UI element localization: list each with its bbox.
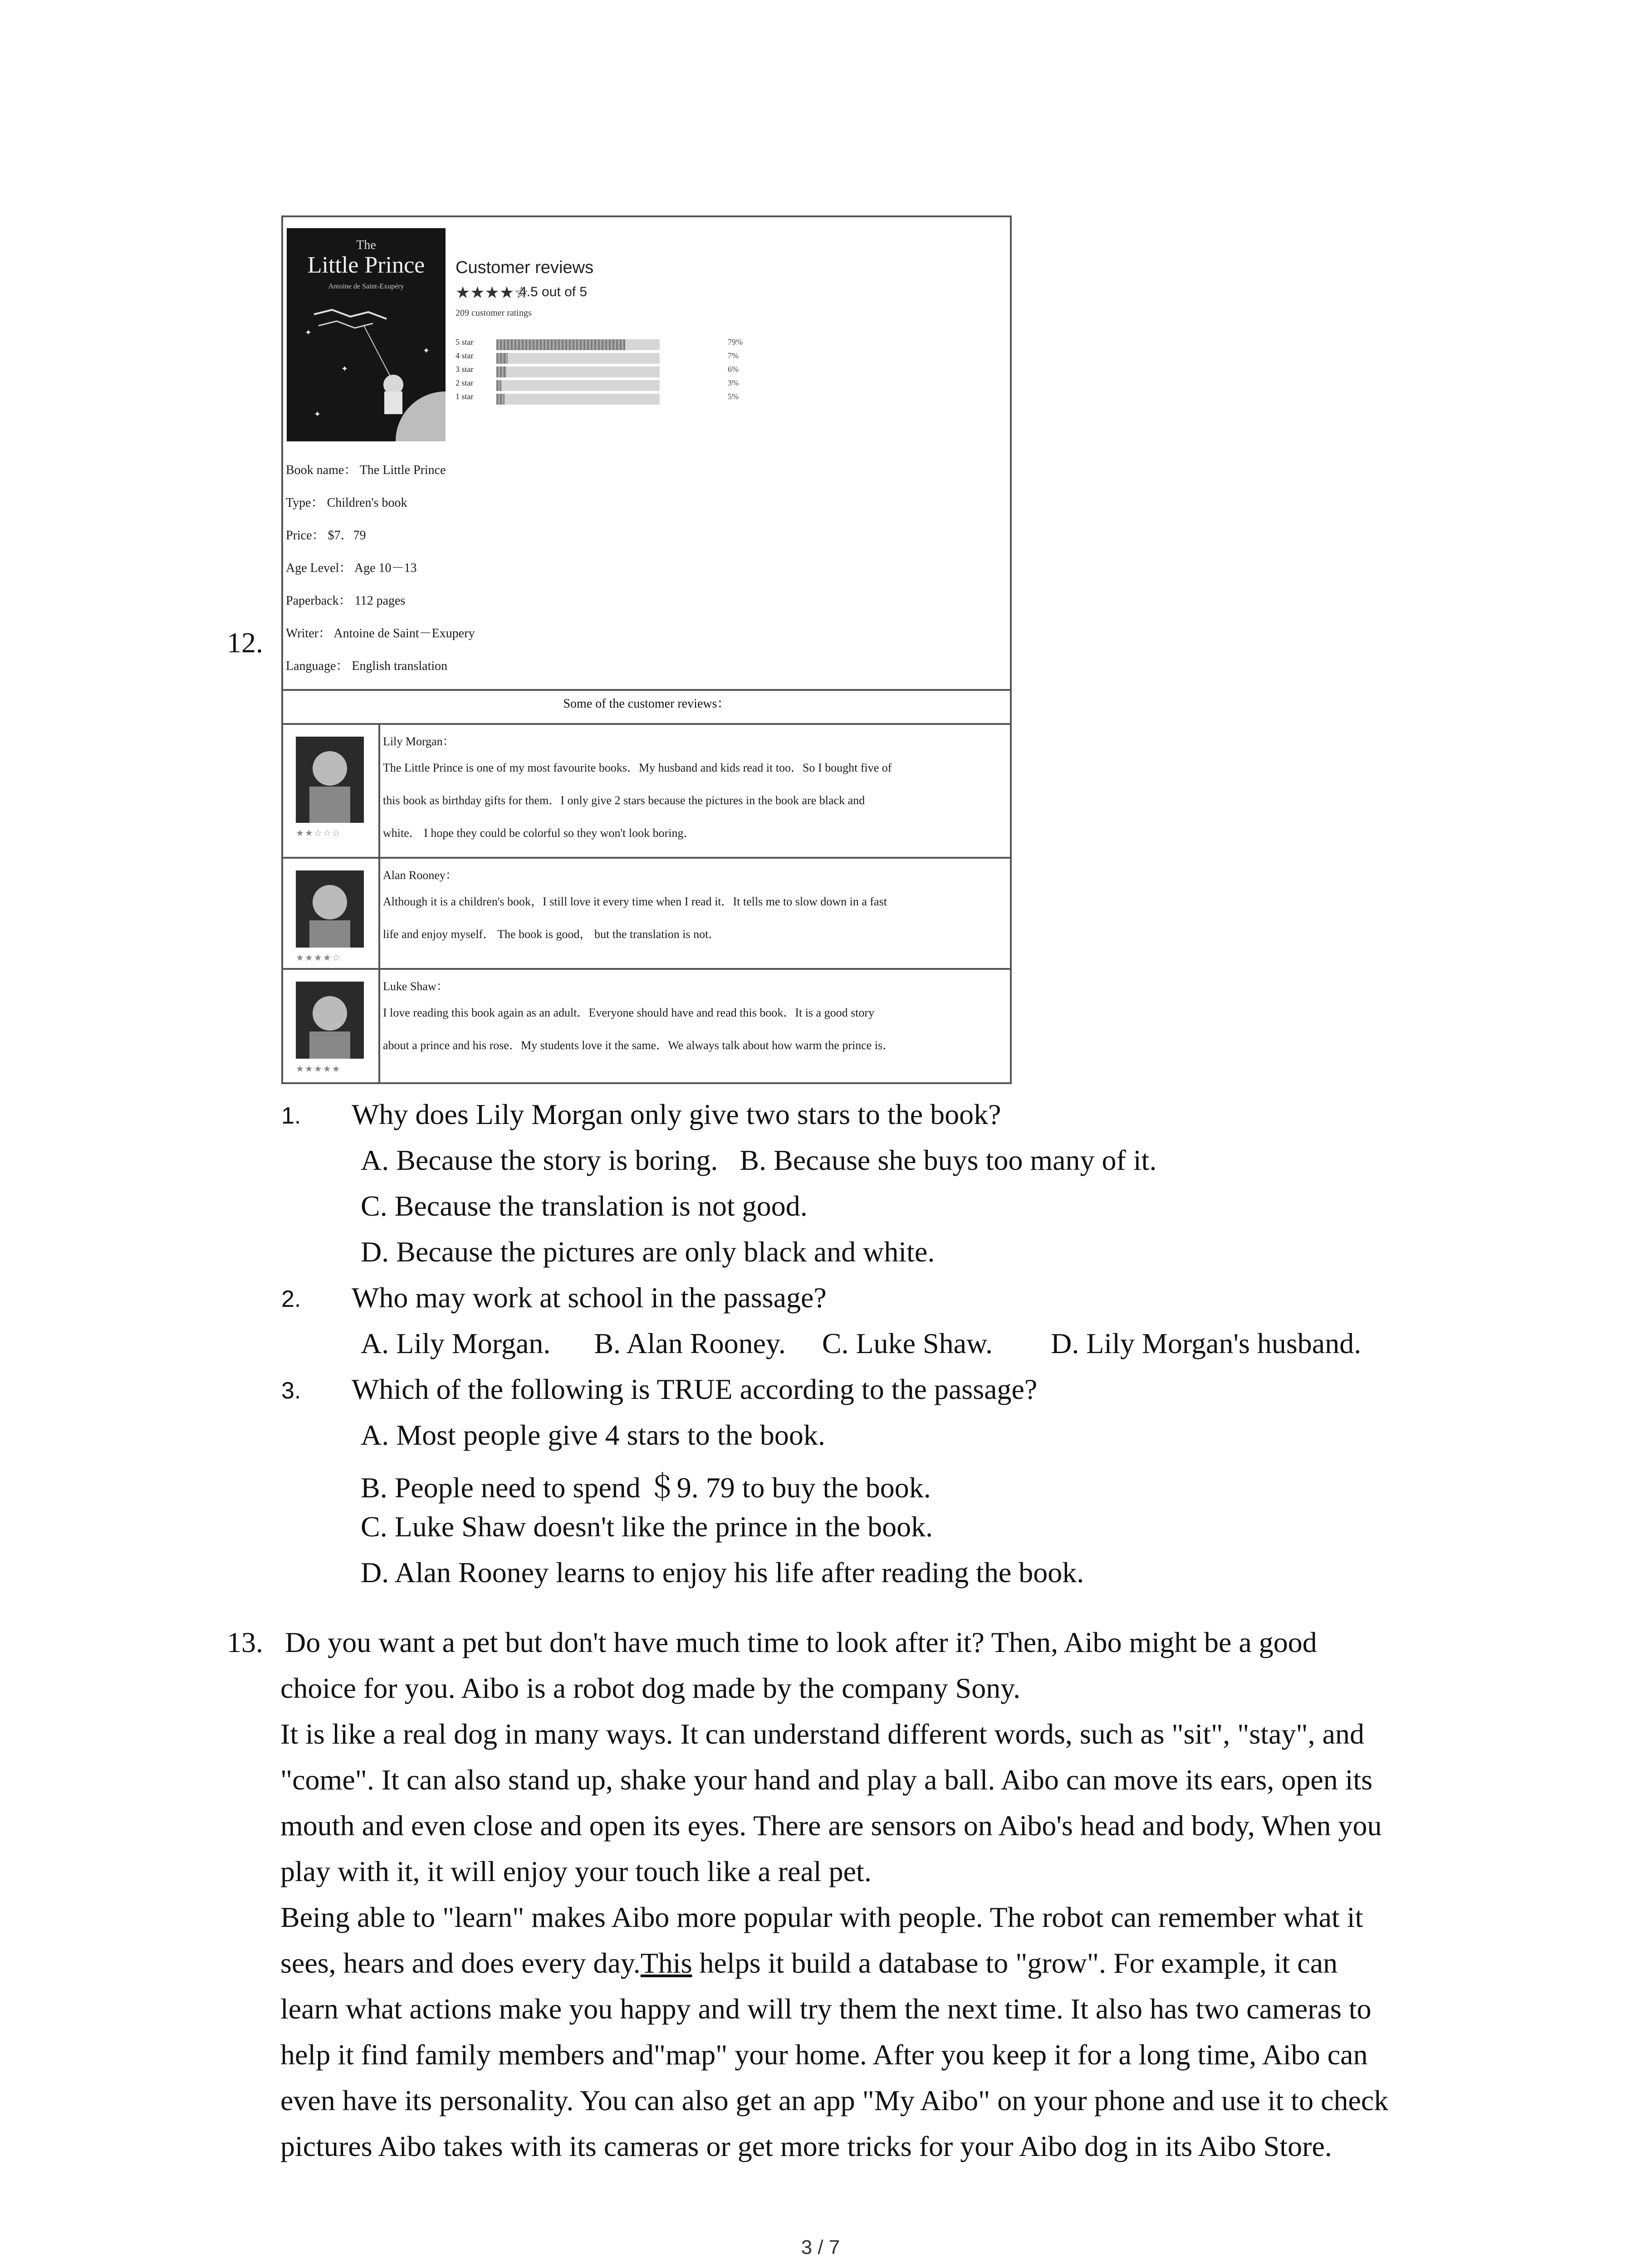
underlined-word: This	[640, 1947, 692, 1979]
divider	[283, 857, 1010, 859]
reviewer-name: Luke Shaw：	[383, 980, 448, 993]
rating-bar-label: 3 star	[456, 365, 474, 374]
book-info-value: $7．79	[328, 528, 366, 543]
rating-bar-percent: 6%	[728, 365, 739, 374]
rating-bar-label: 4 star	[456, 351, 474, 360]
reviewer-star-rating: ★★★★★	[296, 1064, 341, 1074]
answer-option[interactable]: A. Because the story is boring. B. Because she buys too many of it.	[361, 1144, 1157, 1176]
rating-bar-track	[496, 353, 660, 364]
spacer	[325, 528, 328, 543]
cover-illustration	[287, 228, 446, 441]
book-info-key: Writer：	[286, 626, 331, 640]
spacer	[324, 496, 327, 510]
question-stem: Who may work at school in the passage?	[352, 1281, 827, 1314]
passage-first-line: Do you want a pet but don't have much time to look after it? Then, Aibo might be a good	[285, 1626, 1317, 1658]
book-info-row	[286, 656, 447, 674]
cover-title-line2: Little Prince	[307, 252, 425, 278]
reviewer-avatar	[296, 737, 364, 823]
rating-count: 209 customer ratings	[456, 308, 532, 318]
spacer	[352, 594, 355, 608]
passage-line: help it find family members and"map" your home. After you keep it for a long time, Aibo can	[280, 2038, 1368, 2071]
review-text-line: white． I hope they could be colorful so they won't look boring．	[383, 826, 696, 840]
rating-bar-row	[456, 351, 887, 365]
reviews-section-title: Some of the customer reviews：	[563, 697, 730, 711]
book-info-value: Age 10－13	[354, 561, 417, 575]
passage-line: play with it, it will enjoy your touch like a real pet.	[280, 1855, 872, 1887]
cover-star-decoration: ✦	[305, 328, 312, 337]
divider	[283, 723, 1010, 725]
book-info-row	[286, 591, 405, 609]
rating-bar-track	[496, 394, 660, 405]
question-13-number: 13.	[227, 1626, 263, 1658]
rating-bar-track	[496, 339, 660, 350]
rating-bar-fill	[496, 339, 625, 350]
divider	[283, 689, 1010, 691]
rating-bar-percent: 79%	[728, 337, 743, 347]
rating-bar-row	[456, 365, 887, 378]
book-info-key: Book name：	[286, 463, 357, 477]
rating-bar-fill	[496, 353, 508, 364]
answer-option[interactable]: D. Because the pictures are only black and white.	[361, 1236, 935, 1268]
answer-option[interactable]: A. Most people give 4 stars to the book.	[361, 1419, 825, 1451]
rating-bar-row	[456, 378, 887, 392]
passage-line: mouth and even close and open its eyes. There are sensors on Aibo's head and body, When you	[280, 1809, 1382, 1842]
divider	[283, 968, 1010, 970]
passage-line: "come". It can also stand up, shake your hand and play a ball. Aibo can move its ears, open its	[280, 1764, 1373, 1796]
book-review-figure	[281, 215, 1012, 1084]
answer-option[interactable]: B. People need to spend ＄9. 79 to buy the book.	[361, 1471, 931, 1504]
question-number: 3.	[281, 1378, 301, 1404]
book-info-key: Type：	[286, 496, 324, 510]
book-info-value: 112 pages	[354, 594, 406, 608]
cover-star-decoration: ✦	[423, 346, 430, 355]
passage-line: choice for you. Aibo is a robot dog made by the company Sony.	[280, 1672, 1021, 1704]
passage-line	[280, 1940, 1337, 1986]
cover-title-line1: The	[356, 238, 376, 252]
review-text-line: life and enjoy myself． The book is good， but the translation is not．	[383, 928, 720, 941]
rating-bar-percent: 3%	[728, 378, 739, 387]
reviewer-avatar	[296, 982, 364, 1059]
book-info-row	[286, 623, 475, 641]
passage-line: pictures Aibo takes with its cameras or get more tricks for your Aibo dog in its Aibo Store.	[280, 2130, 1332, 2162]
rating-bar-percent: 5%	[728, 392, 739, 401]
review-text-line: I love reading this book again as an adult．Everyone should have and read this book．It is a good story	[383, 1006, 875, 1019]
book-info-value: Children's book	[327, 496, 407, 510]
book-info-value: Antoine de Saint－Exupery	[333, 626, 475, 640]
rating-bar-label: 1 star	[456, 392, 474, 401]
question-stem: Why does Lily Morgan only give two stars to the book?	[352, 1098, 1001, 1130]
reviewer-name: Lily Morgan：	[383, 735, 455, 748]
answer-option[interactable]: D. Alan Rooney learns to enjoy his life after reading the book.	[361, 1556, 1084, 1589]
review-text-line: The Little Prince is one of my most favourite books．My husband and kids read it too．So I bought five of	[383, 761, 892, 774]
book-info-key: Price：	[286, 528, 325, 543]
review-text-line: about a prince and his rose．My students love it the same．We always talk about how warm the prince is．	[383, 1039, 895, 1052]
question-number: 2.	[281, 1286, 301, 1312]
cover-star-decoration: ✦	[341, 364, 348, 373]
customer-reviews-heading: Customer reviews	[456, 258, 594, 277]
passage-line: even have its personality. You can also get an app "My Aibo" on your phone and use it to check	[280, 2084, 1389, 2116]
cover-star-decoration: ✦	[314, 410, 321, 419]
divider	[378, 723, 380, 1084]
answer-option[interactable]: A. Lily Morgan. B. Alan Rooney. C. Luke Shaw. D. Lily Morgan's husband.	[361, 1327, 1362, 1359]
rating-bar-track	[496, 380, 660, 391]
question-stem: Which of the following is TRUE according to the passage?	[352, 1373, 1038, 1405]
review-text-line: this book as birthday gifts for them．I only give 2 stars because the pictures in the book are black and	[383, 794, 865, 807]
book-info-row	[286, 493, 407, 511]
book-cover-image	[287, 228, 446, 441]
answer-option[interactable]: C. Luke Shaw doesn't like the prince in the book.	[361, 1510, 933, 1543]
rating-bar-percent: 7%	[728, 351, 739, 360]
passage-text: helps it build a database to "grow". For example, it can	[692, 1947, 1338, 1979]
reviewer-star-rating: ★★★★☆	[296, 953, 341, 963]
rating-bar-fill	[496, 367, 506, 377]
question-12-number: 12.	[227, 626, 263, 659]
book-info-key: Paperback：	[286, 594, 352, 608]
rating-bar-label: 2 star	[456, 378, 474, 387]
rating-bar-fill	[496, 380, 501, 391]
rating-bar-row	[456, 337, 887, 351]
review-text-line: Although it is a children's book，I still love it every time when I read it．It tells me to slow down in a fast	[383, 895, 887, 908]
book-info-value: English translation	[352, 659, 448, 673]
rating-stars: ★★★★☆	[456, 284, 529, 302]
page-number: 3 / 7	[801, 2236, 840, 2258]
rating-bar-track	[496, 367, 660, 377]
passage-line: learn what actions make you happy and will try them the next time. It also has two cameras to	[280, 1993, 1372, 2025]
passage-line: It is like a real dog in many ways. It can understand different words, such as "sit", "stay", and	[280, 1718, 1364, 1750]
rating-text: 4.5 out of 5	[519, 284, 588, 299]
book-info-key: Age Level：	[286, 561, 352, 575]
cover-author: Antoine de Saint-Exupéry	[328, 283, 404, 290]
reviewer-avatar	[296, 870, 364, 948]
rating-bar-fill	[496, 394, 505, 405]
passage-text: sees, hears and does every day.	[280, 1947, 641, 1979]
rating-bar-row	[456, 392, 887, 406]
book-info-row	[286, 460, 446, 478]
passage-line: Being able to "learn" makes Aibo more popular with people. The robot can remember what it	[280, 1901, 1363, 1933]
rating-bar-label: 5 star	[456, 337, 474, 347]
answer-option[interactable]: C. Because the translation is not good.	[361, 1190, 808, 1222]
reviewer-name: Alan Rooney：	[383, 869, 457, 882]
book-info-value: The Little Prince	[359, 463, 446, 477]
question-number: 1.	[281, 1103, 301, 1129]
book-info-key: Language：	[286, 659, 349, 673]
reviewer-star-rating: ★★☆☆☆	[296, 828, 341, 838]
book-info-row	[286, 525, 366, 543]
book-info-row	[286, 558, 417, 576]
